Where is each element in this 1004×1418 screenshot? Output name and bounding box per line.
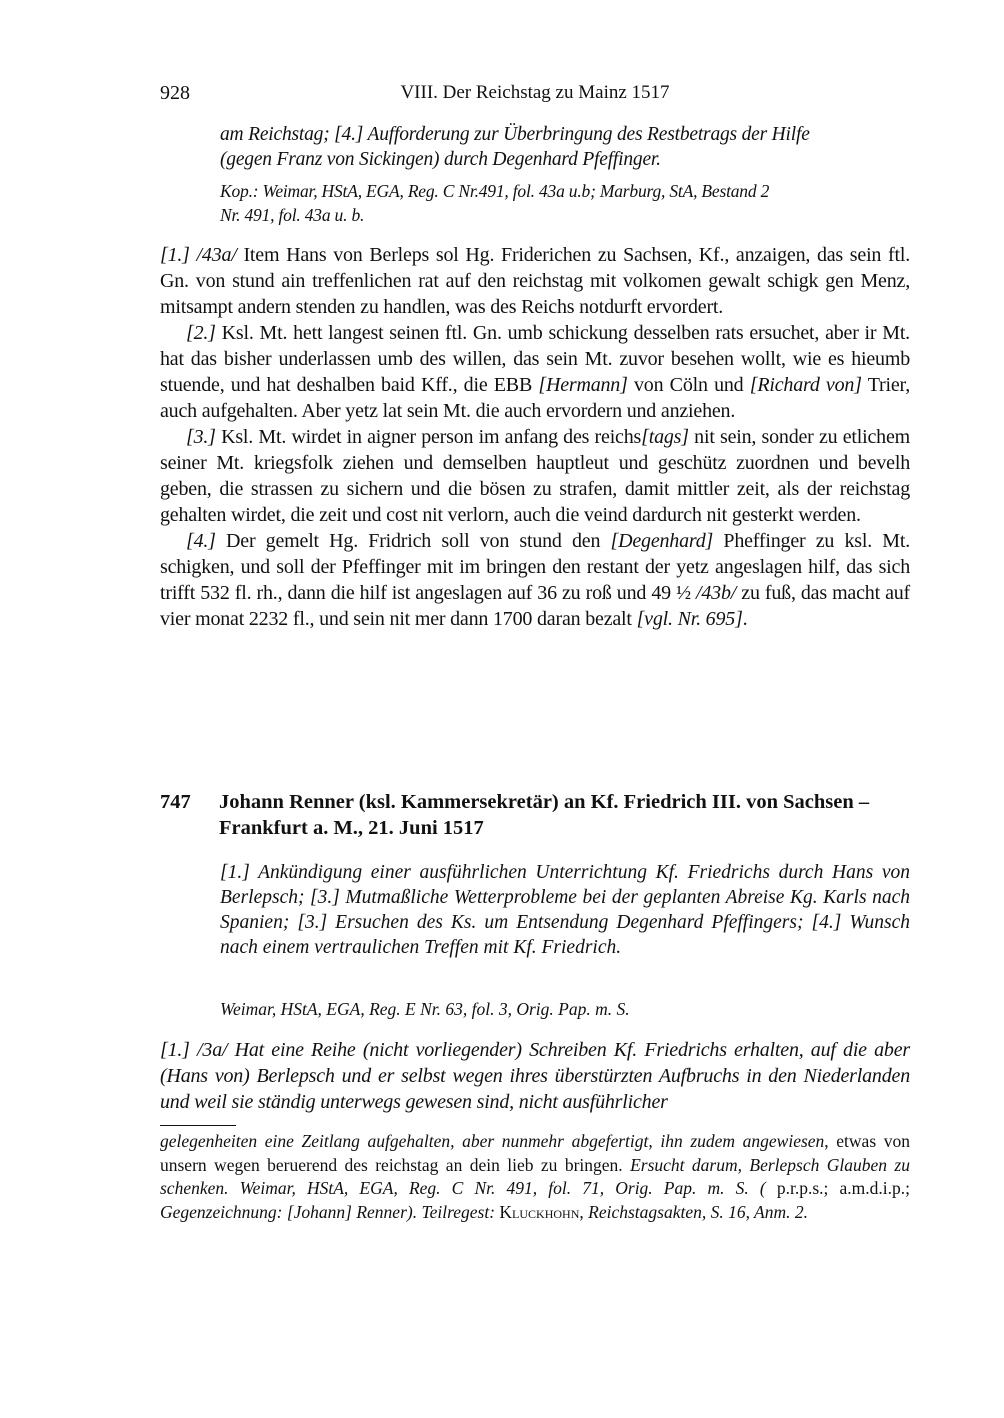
footnote-text: Reichstagsakten, S. 16, Anm. 2.: [583, 1201, 808, 1222]
folio-marker: /43b/: [696, 582, 737, 604]
running-head-title: VIII. Der Reichstag zu Mainz 1517: [400, 82, 670, 103]
footnote-abbrev: p.r.p.s.; a.m.d.i.p.;: [765, 1178, 911, 1198]
footnote-punct: ,: [579, 1201, 584, 1222]
paragraph-text: Pheffinger zu ksl. Mt. schigken, und soll der Pfeffinger mit im bringen den restant der yetz angeslagen hilf, das sich trifft 532 fl. rh., dann die hilf ist angeslagen auf 36 zu roß und 49 ½: [160, 530, 910, 604]
paragraph-text: Item Hans von Berleps sol Hg. Friderichen zu Sachsen, Kf., anzaigen, das sein ftl. Gn. von stund ain treffenlichen rat auf den reichstag mit volkomen gewalt schigk gen Menz, mitsampt andern stenden zu handlen, was des Reichs notdurft ervordert.: [160, 244, 910, 318]
paragraph-marker: [3.]: [186, 426, 216, 448]
paragraph-text: zu fuß, das macht auf vier monat 2232 fl., und sein nit mer dann 1700 daran bezalt: [160, 582, 911, 630]
paragraph-marker: [1.] /43a/: [160, 244, 237, 266]
editorial-insertion: [Richard von]: [749, 374, 862, 396]
editorial-insertion: [Hermann]: [538, 374, 628, 396]
footnote-author: Kluckhohn: [499, 1201, 580, 1222]
entry-body-paragraph: [1.] /3a/ Hat eine Reihe (nicht vorliegender) Schreiben Kf. Friedrichs erhalten, auf die aber (Hans von) Berlepsch und er selbst wegen ihres überstürzten Aufbruchs in den Niederlanden und weil sie ständig unterwegs gewesen sind, nicht ausführlicher: [160, 1039, 910, 1113]
footnote-text: gelegenheiten eine Zeitlang aufgehalten, aber nunmehr abgefertigt, ihn zudem angewiesen: [160, 1131, 825, 1151]
paragraph-text: Ksl. Mt. hett langest seinen ftl. Gn. umb schickung desselben rats ersuchet, aber ir Mt. hat das bisher underlassen umb des willen, das sein Mt. zuvor besehen wollt, wie es hieumb stuende, und hat deshalben baid Kff., die EBB: [160, 322, 910, 396]
paragraph-text: Der gemelt Hg. Fridrich soll von stund den: [215, 530, 611, 552]
paragraph-text: .: [742, 608, 748, 630]
entry-number: 747: [160, 791, 191, 813]
entry-body: [160, 1037, 910, 1115]
previous-entry-body: [160, 242, 910, 632]
paragraph-text: Trier, auch aufgehalten. Aber yetz lat sein Mt. die auch ervordern und anziehen.: [160, 374, 910, 422]
entry-source: Weimar, HStA, EGA, Reg. E Nr. 63, fol. 3, Orig. Pap. m. S.: [220, 999, 630, 1019]
paragraph-text: Ksl. Mt. wirdet in aigner person im anfang des reichs: [215, 426, 642, 448]
previous-entry-source: [220, 179, 910, 227]
source-line: Kop.: Weimar, HStA, EGA, Reg. C Nr.491, fol. 43a u.b; Marburg, StA, Bestand 2: [220, 181, 770, 201]
running-head: [160, 82, 910, 106]
cross-reference: [vgl. Nr. 695]: [636, 608, 743, 630]
editorial-insertion: [tags]: [641, 426, 689, 448]
paragraph-text: nit sein, sonder zu etlichem seiner Mt. kriegsfolk ziehen und demselben hauptleut und geschütz zuordnen und bevelh geben, die strassen zu sichern und die bösen zu strafen, damit mittler zeit, als der reichstag gehalten wirdet, die zeit und cost nit verlorn, auch die veind dardurch nit gesterkt werden.: [160, 426, 910, 526]
regest-line: (gegen Franz von Sickingen) durch Degenhard Pfeffinger.: [220, 149, 661, 170]
footnote: [160, 1130, 910, 1224]
paragraph-text: von Cöln und: [627, 374, 750, 396]
footnote-text: Ersucht darum, Berlepsch Glauben zu schenken. Weimar, HStA, EGA, Reg. C Nr. 491, fol. 71, Orig. Pap. m. S. (: [160, 1154, 910, 1198]
paragraph-marker: [2.]: [186, 322, 216, 344]
footnote-quote: , etwas von unsern wegen beruerend des reichstag an dein lieb zu bringen.: [160, 1131, 910, 1175]
source-line: Nr. 491, fol. 43a u. b.: [220, 205, 365, 225]
paragraph-marker: [4.]: [186, 530, 216, 552]
entry-regest: [1.] Ankündigung einer ausführlichen Unterrichtung Kf. Friedrichs durch Hans von Berlepsch; [3.] Mutmaßliche Wetterprobleme bei der geplanten Abreise Kg. Karls nach Spanien; [3.] Ersuchen des Ks. um Entsendung Degenhard Pfeffingers; [4.] Wunsch nach einem vertraulichen Treffen mit Kf. Friedrich.: [220, 862, 910, 958]
entry-title: Johann Renner (ksl. Kammersekretär) an Kf. Friedrich III. von Sachsen – Frankfurt a. M., 21. Juni 1517: [219, 791, 870, 839]
page-number: 928: [160, 82, 190, 104]
footnote-rule: [160, 1125, 236, 1126]
paragraph-3: [160, 424, 910, 528]
paragraph-2: [160, 320, 910, 424]
paragraph-1: [160, 242, 910, 320]
footnote-text: Gegenzeichnung: [Johann] Renner). Teilregest:: [160, 1201, 500, 1222]
previous-entry-regest: [220, 122, 910, 172]
editorial-insertion: [Degenhard]: [610, 530, 714, 552]
regest-line: am Reichstag; [4.] Aufforderung zur Überbringung des Restbetrags der Hilfe: [220, 124, 810, 145]
paragraph-4: [160, 528, 910, 632]
